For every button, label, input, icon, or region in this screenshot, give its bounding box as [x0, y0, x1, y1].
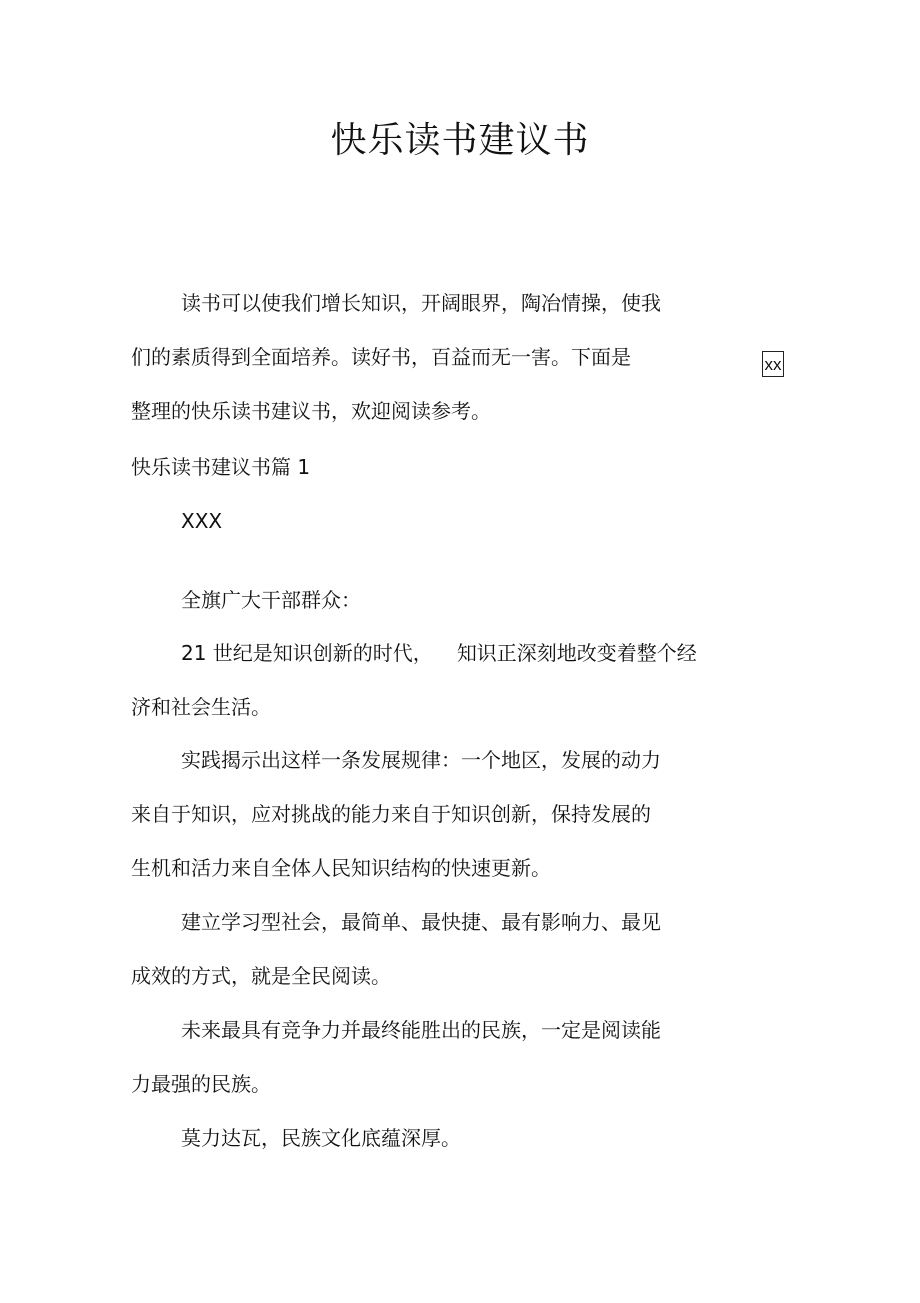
paragraph-2-line-1: 实践揭示出这样一条发展规律：一个地区，发展的动力 — [181, 748, 661, 772]
margin-box: xx — [762, 351, 784, 377]
document-title: 快乐读书建议书 — [330, 120, 590, 161]
paragraph-1-line-1 — [181, 639, 697, 667]
paragraph-5-line-1: 莫力达瓦，民族文化底蕴深厚。 — [181, 1126, 461, 1150]
paragraph-2-line-2: 来自于知识，应对挑战的能力来自于知识创新，保持发展的 — [131, 802, 651, 826]
paragraph-2-line-3: 生机和活力来自全体人民知识结构的快速更新。 — [131, 856, 551, 880]
paragraph-3-line-1: 建立学习型社会，最简单、最快捷、最有影响力、最见 — [181, 910, 661, 934]
intro-line-3: 整理的快乐读书建议书，欢迎阅读参考。 — [131, 399, 491, 423]
paragraph-1-part-a: 21 世纪是知识创新的时代， — [181, 641, 433, 665]
paragraph-4-line-1: 未来最具有竞争力并最终能胜出的民族，一定是阅读能 — [181, 1018, 661, 1042]
intro-line-1: 读书可以使我们增长知识，开阔眼界，陶冶情操，使我 — [181, 291, 661, 315]
paragraph-1-line-2: 济和社会生活。 — [131, 695, 271, 719]
paragraph-4-line-2: 力最强的民族。 — [131, 1072, 271, 1096]
intro-line-2: 们的素质得到全面培养。读好书，百益而无一害。下面是 — [131, 345, 631, 369]
section-heading: 快乐读书建议书篇 1 — [131, 455, 311, 479]
addressee-code: XXX — [181, 509, 223, 533]
salutation: 全旗广大干部群众： — [181, 588, 361, 612]
paragraph-3-line-2: 成效的方式，就是全民阅读。 — [131, 964, 391, 988]
paragraph-1-part-b: 知识正深刻地改变着整个经 — [456, 641, 697, 665]
